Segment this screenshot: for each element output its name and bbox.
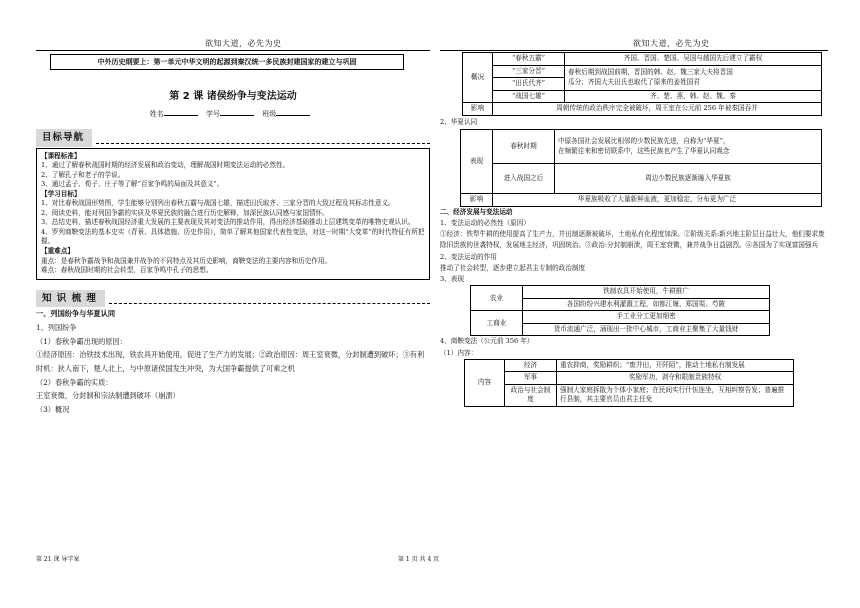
overview-name: “三家分晋” xyxy=(493,65,565,78)
k2-title: 二、经济发展与变法运动 xyxy=(440,207,513,216)
unit-title: 中外历史纲要上：第一单元中华文明的起源到秦汉统一多民族封建国家的建立与巩固 xyxy=(50,54,404,70)
footer-page: 第 1 页 共 4 页 xyxy=(398,556,440,563)
overview-impact-label: 影响 xyxy=(463,103,493,116)
focus-item: 重点：是春秋争霸战争和战国兼并战争的不同特点及其历史影响，商鞅变法的主要内容和历史作用。 xyxy=(41,256,332,265)
k1-q1: （1）春秋争霸出现的原因： xyxy=(36,336,127,346)
overview-name: “春秋五霸” xyxy=(493,53,565,66)
curriculum-head: 【课程标准】 xyxy=(41,151,81,160)
huaxia-table xyxy=(460,129,822,207)
agri-label: 农业 xyxy=(471,286,523,311)
overview-desc: 齐国、晋国、楚国、吴国与越国先后建立了霸权 xyxy=(565,53,822,66)
section-divider xyxy=(109,303,430,304)
motto-right: 欲知大道，必先为史 xyxy=(633,39,710,48)
goal-box xyxy=(36,148,430,280)
overview-desc: 齐、楚、燕、韩、赵、魏、秦 xyxy=(565,90,822,103)
k2-sub4: 4、商鞅变法（公元前 356 年） xyxy=(440,337,534,346)
k1-a2: 王室衰微，分封制和宗法制遭到破坏（崩溃） xyxy=(36,391,180,401)
study-head: 【学习目标】 xyxy=(41,189,81,198)
knowledge-body xyxy=(36,307,430,416)
reform-group-label: 内容 xyxy=(465,359,505,406)
huaxia-impact: 华夏族吸收了大量新鲜血液，更加稳定，分布更为广泛 xyxy=(493,194,822,207)
motto-left: 欲知大道，必先为史 xyxy=(205,39,282,48)
focus-head: 【重难点】 xyxy=(41,247,74,256)
reform-desc: 重农抑商，奖励耕织；“废井田，开阡陌”，推动土地私有制发展 xyxy=(557,359,794,372)
name-blank[interactable] xyxy=(164,109,198,116)
huaxia-desc-line: 中原各国社会发展比相邻的少数民族先进，自称为“华夏”， xyxy=(558,137,730,146)
huaxia-desc xyxy=(555,130,822,164)
reform-name: 军事 xyxy=(505,372,557,385)
huaxia-desc: 周边少数民族逐渐融入华夏族 xyxy=(555,164,822,194)
k1-a1: ①经济原因：冶铁技术出现，铁农具开始使用，促进了生产力的发展；②政治原因：周王室衰微，分封制遭到破坏；③有利时机：狄人南下，楚人北上，与中原诸侯国发生冲突，为大国争霸提供了可乘之机 xyxy=(36,350,425,374)
huaxia-name: 进入战国之后 xyxy=(493,164,555,194)
overview-name: “田氏代齐” xyxy=(493,78,565,91)
k2-sub2: 2、变法运动的作用 xyxy=(440,252,497,261)
trade-label: 工商业 xyxy=(471,311,523,336)
k2-sub3: 3、表现 xyxy=(440,275,464,284)
focus-item: 难点：春秋战国时期的社会转型，百家争鸣中孔子的思想。 xyxy=(41,266,213,275)
huaxia-impact-label: 影响 xyxy=(461,194,493,207)
trade-row: 货币流通广泛，涌现出一批中心城市，工商业主聚集了大量钱财 xyxy=(523,323,770,336)
k1-q3: （3）概况 xyxy=(36,405,70,415)
header-rule-right xyxy=(440,50,828,51)
overview-impact: 周朝传统的政治秩序完全被破坏，周王室在公元前 256 年被秦国吞并 xyxy=(493,103,822,116)
overview-name: “战国七雄” xyxy=(493,90,565,103)
header-rule-left xyxy=(36,50,430,51)
class-label: 班级 xyxy=(262,109,277,118)
knowledge-section-title: 知 识 梳 理 xyxy=(36,290,105,308)
k1-sub2: 2、华夏认同 xyxy=(440,117,478,126)
reform-name: 政治与社会制度 xyxy=(505,384,557,406)
study-item: 3、总结史料，描述春秋战国经济重大发展的主要表现及其对变法的推动作用，得出经济基础推动上层建筑变革的唯物史观认识。 xyxy=(41,218,415,227)
reform-desc: 强制大家庭拆散为个体小家庭；在民间实行什伍连坐，互相纠察告发；普遍推行县制，其主要官员由君主任免 xyxy=(557,384,794,406)
curriculum-item: 1、通过了解春秋战国时期的经济发展和政治变动，理解战国时期变法运动的必然性。 xyxy=(41,161,290,170)
reform-desc: 奖励军功，剥夺和限制贵族特权 xyxy=(557,372,794,385)
k1-title: 一、列国纷争与华夏认同 xyxy=(36,309,116,319)
section-divider xyxy=(96,143,430,144)
right-column xyxy=(440,52,830,407)
overview-desc-line: 春秋后期到战国前期，晋国的韩、赵、魏三家大夫将晋国 xyxy=(568,68,733,77)
goal-section-header xyxy=(36,129,430,147)
class-blank[interactable] xyxy=(276,109,310,116)
agri-row: 各国纷纷兴建水利灌溉工程，如都江堰、郑国渠、芍陂 xyxy=(523,298,770,311)
huaxia-desc-line: 在频繁往来和密切联系中，这些民族也产生了华夏认同观念 xyxy=(558,146,730,155)
overview-table xyxy=(462,52,822,116)
k2-sub5: （1）内容： xyxy=(440,348,478,357)
study-item: 2、阅读史料，能对列国争霸的实质及华夏民族的融合进行历史解释，加深民族认同感与家国情怀。 xyxy=(41,208,329,217)
economy-section xyxy=(440,207,830,285)
huaxia-name: 春秋时期 xyxy=(493,130,555,164)
study-item: 4、罗列商鞅变法的基本史实（背景、具体措施、历史作用），简单了解其他国家代表性变法，对这一时期“大变革”的时代特征有所把握。 xyxy=(41,227,425,246)
k2-a1: ①经济：铁犁牛耕的使用提高了生产力，井田制逐渐被破坏，土地私有化程度加深。②阶级关系:新兴地主阶层日益壮大，他们要求废除旧贵族的世袭特权，发展地主经济，巩固统治。③政治:分封制崩溃，周王室衰微，兼并战争日益剧烈。④各国为了实现富国强兵 xyxy=(440,230,825,250)
footer-left: 第 21 课 导学案 xyxy=(36,556,80,563)
overview-desc-line: 瓜分；齐国大夫田氏也取代了原来的姜姓国君 xyxy=(568,77,700,86)
huaxia-group-label: 表现 xyxy=(461,130,493,194)
left-column xyxy=(36,52,430,417)
k2-sub1: 1、变法运动的必然性（原因） xyxy=(440,219,530,228)
curriculum-item: 2、了解孔子和老子的学说。 xyxy=(41,170,125,179)
id-label: 学号 xyxy=(206,109,220,118)
econ-table xyxy=(470,285,770,336)
study-item: 1、对比春秋战国形势图，学生能够分别列出春秋五霸与战国七雄，描述田氏取齐、三家分晋的大致过程及其标志性意义。 xyxy=(41,199,395,208)
overview-group-label: 概况 xyxy=(463,53,493,103)
name-label: 姓名 xyxy=(149,109,164,118)
reform-name: 经济 xyxy=(505,359,557,372)
goal-section-title: 目标导航 xyxy=(36,129,92,147)
k1-sub: 1、列国纷争 xyxy=(36,323,77,333)
overview-desc xyxy=(565,65,822,90)
name-fields xyxy=(36,109,430,119)
k1-q2: （2）春秋争霸的实质： xyxy=(36,377,113,387)
agri-row: 铁制农具开始使用，牛耕推广 xyxy=(523,286,770,299)
k2-a2: 推动了社会转型，逐步建立起君主专制的政治制度 xyxy=(440,263,586,272)
curriculum-item: 3、通过孟子、荀子、庄子等了解“百家争鸣的局面及其意义”。 xyxy=(41,180,224,189)
reform-table xyxy=(464,359,794,407)
trade-row: 手工业分工更加细密 xyxy=(523,311,770,324)
id-blank[interactable] xyxy=(220,109,254,116)
reform-section xyxy=(440,336,830,358)
knowledge-section-header xyxy=(36,290,430,308)
lesson-title: 第 2 课 诸侯纷争与变法运动 xyxy=(169,91,297,103)
